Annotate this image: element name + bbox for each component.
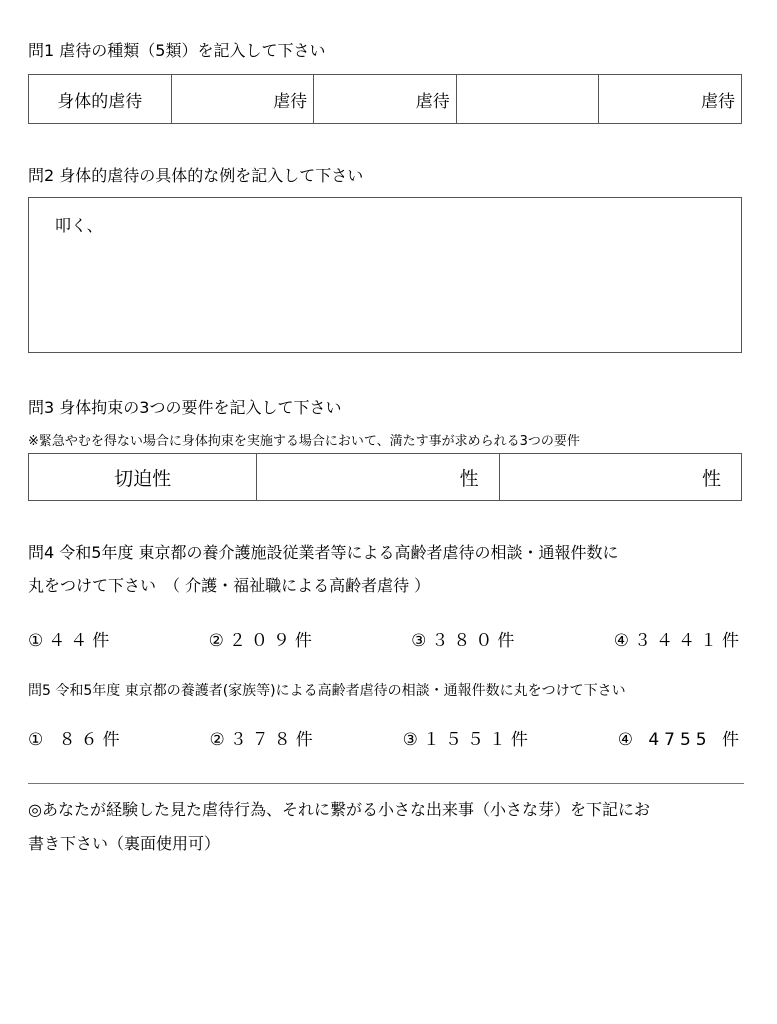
q5-options (28, 725, 744, 750)
q4-option-3[interactable]: ③３８０件 (411, 631, 520, 651)
q1-cell-3[interactable]: 虐待 (314, 75, 457, 123)
q1-cell-4[interactable] (457, 75, 600, 123)
q5-option-4[interactable]: ④ 4755 件 (617, 730, 744, 750)
q1-title: 問1 虐待の種類（5類）を記入して下さい (28, 41, 326, 60)
q4-option-2[interactable]: ②２０９件 (208, 631, 317, 651)
q5-title: 問5 令和5年度 東京都の養護者(家族等)による高齢者虐待の相談・通報件数に丸をつけて下さい (28, 683, 626, 699)
q5-option-2[interactable]: ②３７８件 (209, 730, 318, 750)
q3-cell-2[interactable]: 性 (257, 454, 499, 500)
q1-cell-2[interactable]: 虐待 (172, 75, 315, 123)
q1-answer-grid (28, 74, 742, 124)
closing-line2: 書き下さい（裏面使用可） (28, 834, 221, 853)
section-divider (28, 783, 744, 784)
q1-cell-1[interactable]: 身体的虐待 (29, 75, 172, 123)
q2-title: 問2 身体的虐待の具体的な例を記入して下さい (28, 166, 364, 185)
q4-option-4[interactable]: ④３４４１件 (613, 631, 744, 651)
q4-title-line1: 問4 令和5年度 東京都の養介護施設従業者等による高齢者虐待の相談・通報件数に (28, 543, 619, 562)
q1-cell-5[interactable]: 虐待 (700, 91, 735, 112)
q4-title-line2: 丸をつけて下さい （ 介護・福祉職による高齢者虐待 ） (28, 576, 431, 595)
q4-option-1[interactable]: ①４４件 (28, 631, 115, 651)
q4-options (28, 626, 744, 651)
q3-title: 問3 身体拘束の3つの要件を記入して下さい (28, 398, 342, 417)
q3-cell-3[interactable]: 性 (701, 467, 721, 490)
closing-line1: ◎あなたが経験した見た虐待行為、それに繋がる小さな出来事（小さな芽）を下記にお (28, 800, 650, 819)
q2-answer-text: 叩く、 (55, 216, 103, 235)
q3-answer-grid (28, 453, 742, 501)
q5-option-3[interactable]: ③１５５１件 (402, 730, 533, 750)
q2-answer-box[interactable] (28, 197, 742, 353)
q3-cell-1[interactable]: 切迫性 (29, 454, 257, 500)
q3-note: ※緊急やむを得ない場合に身体拘束を実施する場合において、満たす事が求められる3つの要件 (28, 434, 580, 449)
closing-answer-area[interactable] (28, 860, 744, 1010)
q5-option-1[interactable]: ① ８６件 (28, 730, 125, 750)
